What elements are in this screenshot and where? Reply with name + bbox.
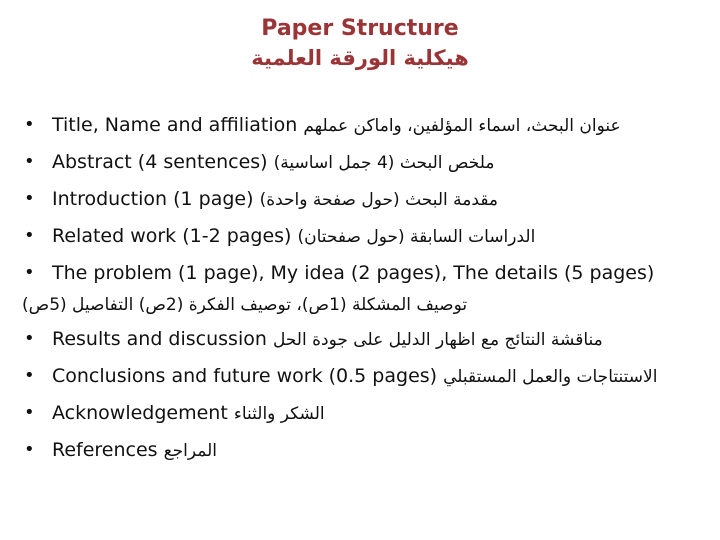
list-item xyxy=(22,149,712,176)
item-text-english: Abstract (4 sentences) xyxy=(52,151,268,173)
item-text-english: Results and discussion xyxy=(52,328,267,350)
bullet-icon: • xyxy=(24,328,35,349)
bullet-icon: • xyxy=(24,439,35,460)
item-text-arabic: عنوان البحث، اسماء المؤلفين، واماكن عملهم xyxy=(303,116,621,136)
item-text-english: Related work (1-2 pages) xyxy=(52,225,292,247)
list-item xyxy=(22,363,712,390)
list-item xyxy=(22,223,712,250)
slide-title-english: Paper Structure xyxy=(261,16,459,41)
item-text-english: Introduction (1 page) xyxy=(52,188,254,210)
item-text-arabic: ملخص البحث (4 جمل اساسية) xyxy=(273,153,495,173)
item-text-english: Acknowledgement xyxy=(52,402,228,424)
item-text-arabic: الاستنتاجات والعمل المستقبلي xyxy=(443,367,658,387)
slide-title-arabic: هيكلية الورقة العلمية xyxy=(251,46,469,70)
bullet-icon: • xyxy=(24,188,35,209)
item-text-arabic: مقدمة البحث (حول صفحة واحدة) xyxy=(259,190,499,210)
list-item xyxy=(22,186,712,213)
item-text-english: Title, Name and affiliation xyxy=(52,114,298,136)
bullet-icon: • xyxy=(24,365,35,386)
list-item xyxy=(22,112,712,139)
item-text-arabic: المراجع xyxy=(163,441,218,461)
bullet-list xyxy=(22,112,712,474)
bullet-icon: • xyxy=(24,225,35,246)
item-text-english: The problem (1 page), My idea (2 pages), The details (5 pages) xyxy=(52,262,655,284)
item-text-arabic: توصيف المشكلة (1ص)، توصيف الفكرة (2ص) التفاصيل (5ص) xyxy=(22,295,468,315)
list-item-arabic-line xyxy=(22,292,712,318)
item-text-arabic: الشكر والثناء xyxy=(233,404,325,424)
bullet-icon: • xyxy=(24,262,35,283)
item-text-arabic: الدراسات السابقة (حول صفحتان) xyxy=(297,227,536,247)
list-item xyxy=(22,400,712,427)
bullet-icon: • xyxy=(24,402,35,423)
bullet-icon: • xyxy=(24,114,35,135)
item-text-arabic: مناقشة النتائج مع اظهار الدليل على جودة الحل xyxy=(272,330,603,350)
list-item xyxy=(22,326,712,353)
list-item xyxy=(22,437,712,464)
item-text-english: References xyxy=(52,439,158,461)
item-text-english: Conclusions and future work (0.5 pages) xyxy=(52,365,438,387)
bullet-icon: • xyxy=(24,151,35,172)
list-item xyxy=(22,260,712,286)
